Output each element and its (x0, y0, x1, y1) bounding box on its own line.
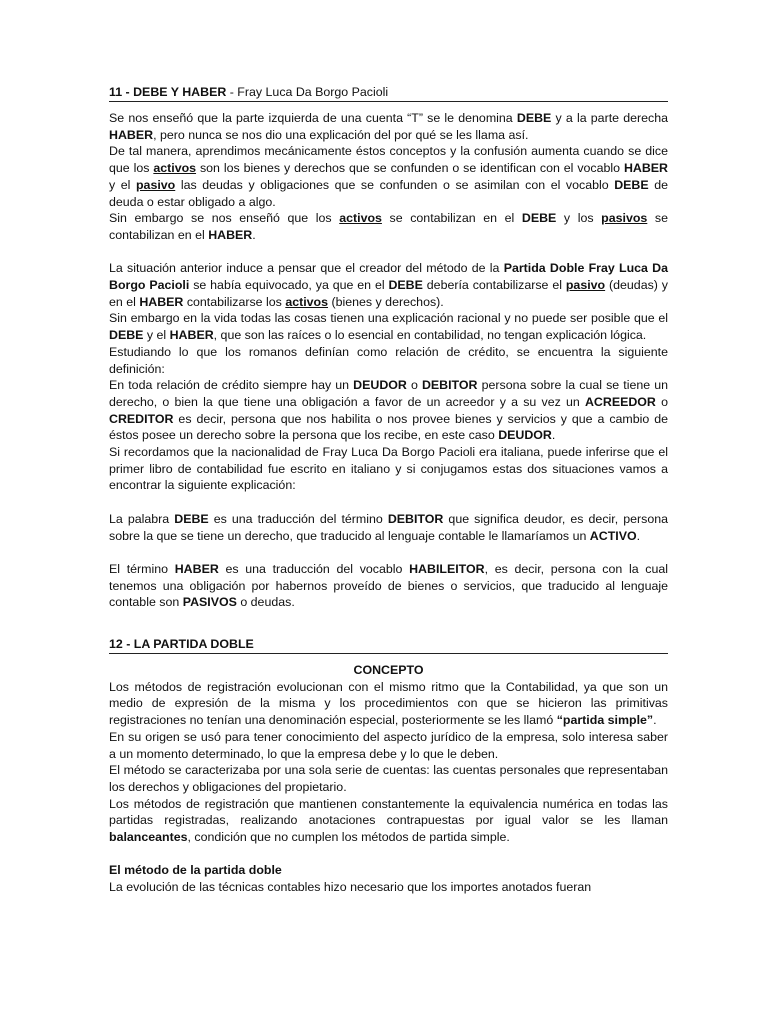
text-run: La evolución de las técnicas contables hizo necesario que los importes anotados fueran (109, 880, 592, 895)
section-12-heading (109, 636, 668, 654)
text-run: . (636, 528, 641, 543)
underline: pasivo (565, 278, 606, 293)
paragraph (109, 444, 668, 494)
paragraph (109, 561, 668, 611)
text-run: Si recordamos que la nacionalidad de Fray Luca Da Borgo Pacioli era italiana, puede inferirse que el primer libro de contabilidad fue escrito en italiano y si conjugamos estas dos situaciones vamos a encontrar la siguiente explicación: (109, 445, 668, 493)
text-run: , pero nunca se nos dio una explicación del por qué se les llama así. (153, 127, 529, 142)
text-run: las deudas y obligaciones que se confunden o se asimilan con el vocablo (175, 177, 615, 192)
text-run: , condición que no cumplen los métodos de partida simple. (187, 830, 510, 845)
text-run: y a la parte derecha (551, 111, 668, 125)
text-run: o (406, 378, 422, 393)
text-run: es una traducción del término (208, 511, 388, 526)
concept-title: CONCEPTO (353, 663, 424, 678)
paragraph (109, 310, 668, 343)
text-run: de deuda o estar obligado a algo. (109, 177, 668, 209)
section-11-body (109, 110, 668, 611)
text-run: . (653, 713, 657, 728)
bold-term: HABER (109, 127, 154, 142)
text-run: , es decir, persona con la cual tenemos una obligación por habernos proveído de bienes o servicios, que traducido al lenguaje contable son (109, 561, 669, 610)
paragraph (109, 344, 668, 377)
underline: activos (285, 294, 329, 309)
underline: pasivos (601, 211, 648, 226)
bold-term: DEBE (109, 328, 144, 343)
underline: pasivo (135, 177, 176, 192)
paragraph-spacer (109, 846, 668, 863)
text-run: El término (109, 561, 175, 576)
text-run: persona sobre la cual se tiene un derecho, o bien la que tiene una obligación a favor de un acreedor y a su vez un (109, 378, 668, 409)
paragraph (109, 679, 668, 729)
paragraph (109, 862, 668, 879)
bold-underlined-term (601, 211, 647, 225)
bold-term: HABER (623, 161, 668, 176)
bold-term: HABER (208, 227, 253, 242)
bold-term: DEBE (516, 111, 552, 125)
bold-term: DEBE (174, 511, 209, 526)
text-run: se había equivocado, ya que en el (189, 278, 389, 293)
text-run: . (252, 227, 256, 242)
paragraph-spacer (109, 494, 668, 511)
bold-underlined-term (153, 161, 196, 175)
paragraph (109, 110, 668, 143)
text-run: Sin embargo en la vida todas las cosas tienen una explicación racional y no puede ser posible que el (109, 311, 668, 326)
text-run: La situación anterior induce a pensar que el creador del método de la (109, 261, 504, 276)
section-11-heading (109, 84, 668, 102)
bold-term: HABER (169, 328, 214, 343)
underline: activos (339, 211, 382, 226)
underline: activos (153, 161, 197, 176)
text-run: es una traducción del vocablo (218, 561, 410, 576)
text-run: En su origen se usó para tener conocimiento del aspecto jurídico de la empresa, solo interesa saber a un momento determinado, lo que la empresa debe y lo que le deben. (109, 729, 668, 761)
bold-underlined-term (136, 178, 175, 192)
text-run: y el (109, 177, 136, 192)
text-run: , que son las raíces o lo esencial en contabilidad, no tengan explicación lógica. (213, 328, 647, 343)
text-run: (deudas) y en el (109, 278, 668, 309)
bold-term: ACREEDOR (584, 394, 656, 409)
text-run: Los métodos de registración que mantienen constantemente la equivalencia numérica en todas las partidas registradas, realizando anotaciones contrapuestas por igual valor se les llaman (109, 796, 668, 828)
text-run: La palabra (109, 511, 175, 526)
bold-term: DEUDOR (353, 378, 407, 393)
bold-term: HABER (174, 561, 219, 576)
bold-underlined-term (285, 295, 328, 309)
bold-term: Partida Doble Fray Luca Da Borgo Pacioli (109, 261, 668, 293)
bold-term: ACTIVO (589, 528, 637, 543)
text-run: se contabilizan en el (381, 211, 522, 226)
bold-term: HABER (139, 294, 184, 309)
text-run: o deudas. (236, 595, 295, 610)
paragraph (109, 377, 668, 444)
section-spacer (109, 611, 668, 636)
bold-term: PASIVOS (182, 595, 237, 610)
paragraph-spacer (109, 544, 668, 561)
text-run: . (551, 428, 556, 443)
text-run: Sin embargo se nos enseñó que los (109, 211, 340, 226)
bold-term: “partida simple” (556, 713, 654, 728)
paragraph (109, 729, 668, 762)
text-run: se contabilizan en el (109, 211, 668, 242)
text-run: y los (556, 211, 602, 226)
text-run: El método se caracterizaba por una sola serie de cuentas: las cuentas personales que representaban los derechos y obligaciones del propietario. (109, 763, 668, 794)
bold-term: DEBITOR (421, 378, 478, 393)
bold-term: DEBE (521, 211, 557, 226)
paragraph (109, 762, 668, 795)
text-run: debería contabilizarse el (422, 278, 566, 293)
bold-term: HABILEITOR (409, 561, 485, 576)
bold-term: CREDITOR (109, 411, 174, 426)
text-run: (bienes y derechos). (328, 294, 444, 309)
text-run: que significa deudor, es decir, persona sobre la que se tiene un derecho, que traducido al lenguaje contable le llamaríamos un (109, 511, 668, 543)
bold-term: El método de la partida doble (109, 863, 282, 878)
bold-term: DEUDOR (498, 428, 552, 443)
bold-underlined-term (566, 278, 605, 292)
bold-term: DEBE (614, 177, 649, 192)
document-page (109, 84, 668, 896)
text-run: En toda relación de crédito siempre hay un (109, 378, 354, 393)
bold-term: DEBE (388, 278, 423, 293)
text-run: es decir, persona que nos habilita o nos provee bienes y servicios y que a cambio de éstos posee un derecho sobre la persona que los recibe, en este caso (109, 411, 668, 443)
text-run: De tal manera, aprendimos mecánicamente éstos conceptos y la confusión aumenta cuando se dice que los (109, 144, 668, 176)
text-run: y el (143, 328, 170, 343)
bold-underlined-term (339, 211, 382, 225)
section-12-body (109, 679, 668, 896)
paragraph-spacer (109, 244, 668, 261)
bold-term: DEBITOR (387, 511, 444, 526)
text-run: Se nos enseñó que la parte izquierda de una cuenta “T” se le denomina (109, 111, 517, 125)
bold-term: balanceantes (109, 830, 188, 845)
paragraph (109, 260, 668, 310)
paragraph (109, 210, 668, 243)
text-run: Estudiando lo que los romanos definían como relación de crédito, se encuentra la siguiente definición: (109, 344, 668, 376)
text-run: contabilizarse los (183, 294, 286, 309)
section-11-heading-number: 11 - DEBE Y HABER (109, 85, 227, 99)
paragraph (109, 511, 668, 544)
paragraph (109, 879, 668, 896)
paragraph (109, 796, 668, 846)
text-run: son los bienes y derechos que se confunden o se identifican con el vocablo (196, 161, 624, 176)
text-run: o (655, 394, 668, 409)
section-11-heading-subtitle: - Fray Luca Da Borgo Pacioli (226, 85, 389, 99)
section-12-heading-title: 12 - LA PARTIDA DOBLE (109, 637, 254, 652)
text-run: Los métodos de registración evolucionan con el mismo ritmo que la Contabilidad, ya que son un medio de expresión de la misma y los procedimientos con que se hicieron las primitivas registraciones no tenían una denominación especial, posteriormente se les llamó (109, 679, 668, 728)
paragraph (109, 143, 668, 210)
